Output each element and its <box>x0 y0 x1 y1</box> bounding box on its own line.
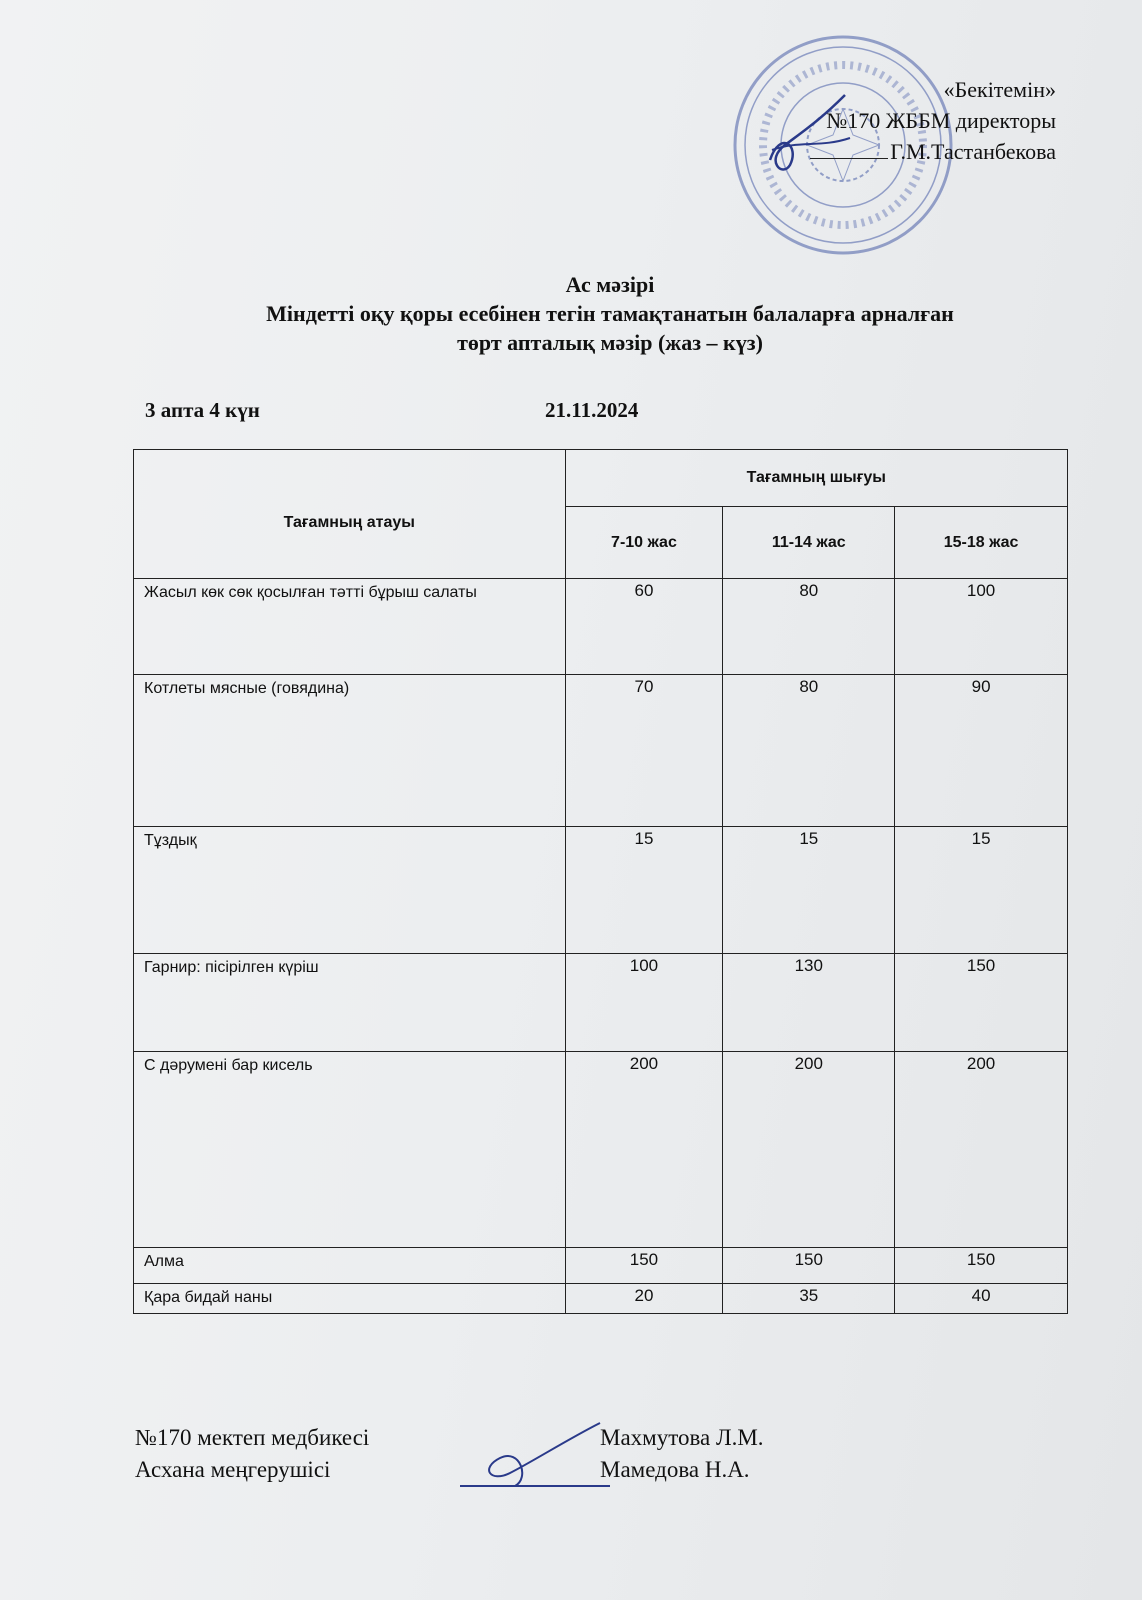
portion-11-14: 80 <box>723 675 895 827</box>
table-row <box>134 675 1068 827</box>
portion-11-14: 80 <box>723 579 895 675</box>
table-row <box>134 1248 1068 1284</box>
dish-name: С дәрумені бар кисель <box>134 1052 566 1248</box>
portion-7-10: 60 <box>565 579 723 675</box>
header-dish-name: Тағамның атауы <box>134 450 566 579</box>
approval-line-2: №170 ЖББМ директоры <box>826 108 1056 133</box>
portion-11-14: 130 <box>723 954 895 1052</box>
portion-15-18: 150 <box>895 954 1068 1052</box>
portion-7-10: 200 <box>565 1052 723 1248</box>
director-name: Г.М.Тастанбекова <box>890 139 1056 164</box>
menu-table <box>133 449 1068 1314</box>
title-line-1: Ас мәзірі <box>565 272 655 297</box>
portion-7-10: 150 <box>565 1248 723 1284</box>
portion-7-10: 100 <box>565 954 723 1052</box>
header-age-3: 15-18 жас <box>895 507 1068 579</box>
nurse-name: Махмутова Л.М. <box>600 1425 764 1450</box>
portion-15-18: 100 <box>895 579 1068 675</box>
table-row <box>134 1052 1068 1248</box>
portion-11-14: 15 <box>723 827 895 954</box>
portion-11-14: 200 <box>723 1052 895 1248</box>
dish-name: Алма <box>134 1248 566 1284</box>
portion-15-18: 15 <box>895 827 1068 954</box>
table-header-row <box>134 450 1068 507</box>
dish-name: Жасыл көк сөк қосылған тәтті бұрыш салаты <box>134 579 566 675</box>
footer-signature <box>460 1418 610 1498</box>
nurse-role: №170 мектеп медбикесі <box>135 1425 370 1450</box>
signature-line <box>810 158 888 159</box>
document-title <box>120 270 1100 357</box>
week-day-label: 3 апта 4 күн <box>145 398 260 422</box>
portion-15-18: 40 <box>895 1284 1068 1314</box>
portion-11-14: 150 <box>723 1248 895 1284</box>
dish-name: Котлеты мясные (говядина) <box>134 675 566 827</box>
footer-names <box>600 1422 764 1486</box>
title-line-2: Міндетті оқу қоры есебінен тегін тамақтанатын балаларға арналған <box>266 301 954 326</box>
approval-line-3 <box>810 136 1056 167</box>
header-age-2: 11-14 жас <box>723 507 895 579</box>
approval-block <box>810 74 1056 167</box>
dish-name: Қара бидай наны <box>134 1284 566 1314</box>
portion-7-10: 15 <box>565 827 723 954</box>
footer-roles <box>135 1422 369 1486</box>
portion-15-18: 150 <box>895 1248 1068 1284</box>
title-line-3: төрт апталық мәзір (жаз – күз) <box>457 330 763 355</box>
dish-name: Тұздық <box>134 827 566 954</box>
approval-line-1: «Бекітемін» <box>943 77 1056 102</box>
header-output: Тағамның шығуы <box>565 450 1067 507</box>
menu-date: 21.11.2024 <box>545 398 639 422</box>
portion-7-10: 20 <box>565 1284 723 1314</box>
table-row <box>134 954 1068 1052</box>
portion-7-10: 70 <box>565 675 723 827</box>
table-row <box>134 1284 1068 1314</box>
canteen-head-name: Мамедова Н.А. <box>600 1457 750 1482</box>
canteen-head-role: Асхана меңгерушісі <box>135 1457 331 1482</box>
header-age-1: 7-10 жас <box>565 507 723 579</box>
portion-11-14: 35 <box>723 1284 895 1314</box>
dish-name: Гарнир: пісірілген күріш <box>134 954 566 1052</box>
portion-15-18: 90 <box>895 675 1068 827</box>
portion-15-18: 200 <box>895 1052 1068 1248</box>
table-row <box>134 827 1068 954</box>
table-row <box>134 579 1068 675</box>
